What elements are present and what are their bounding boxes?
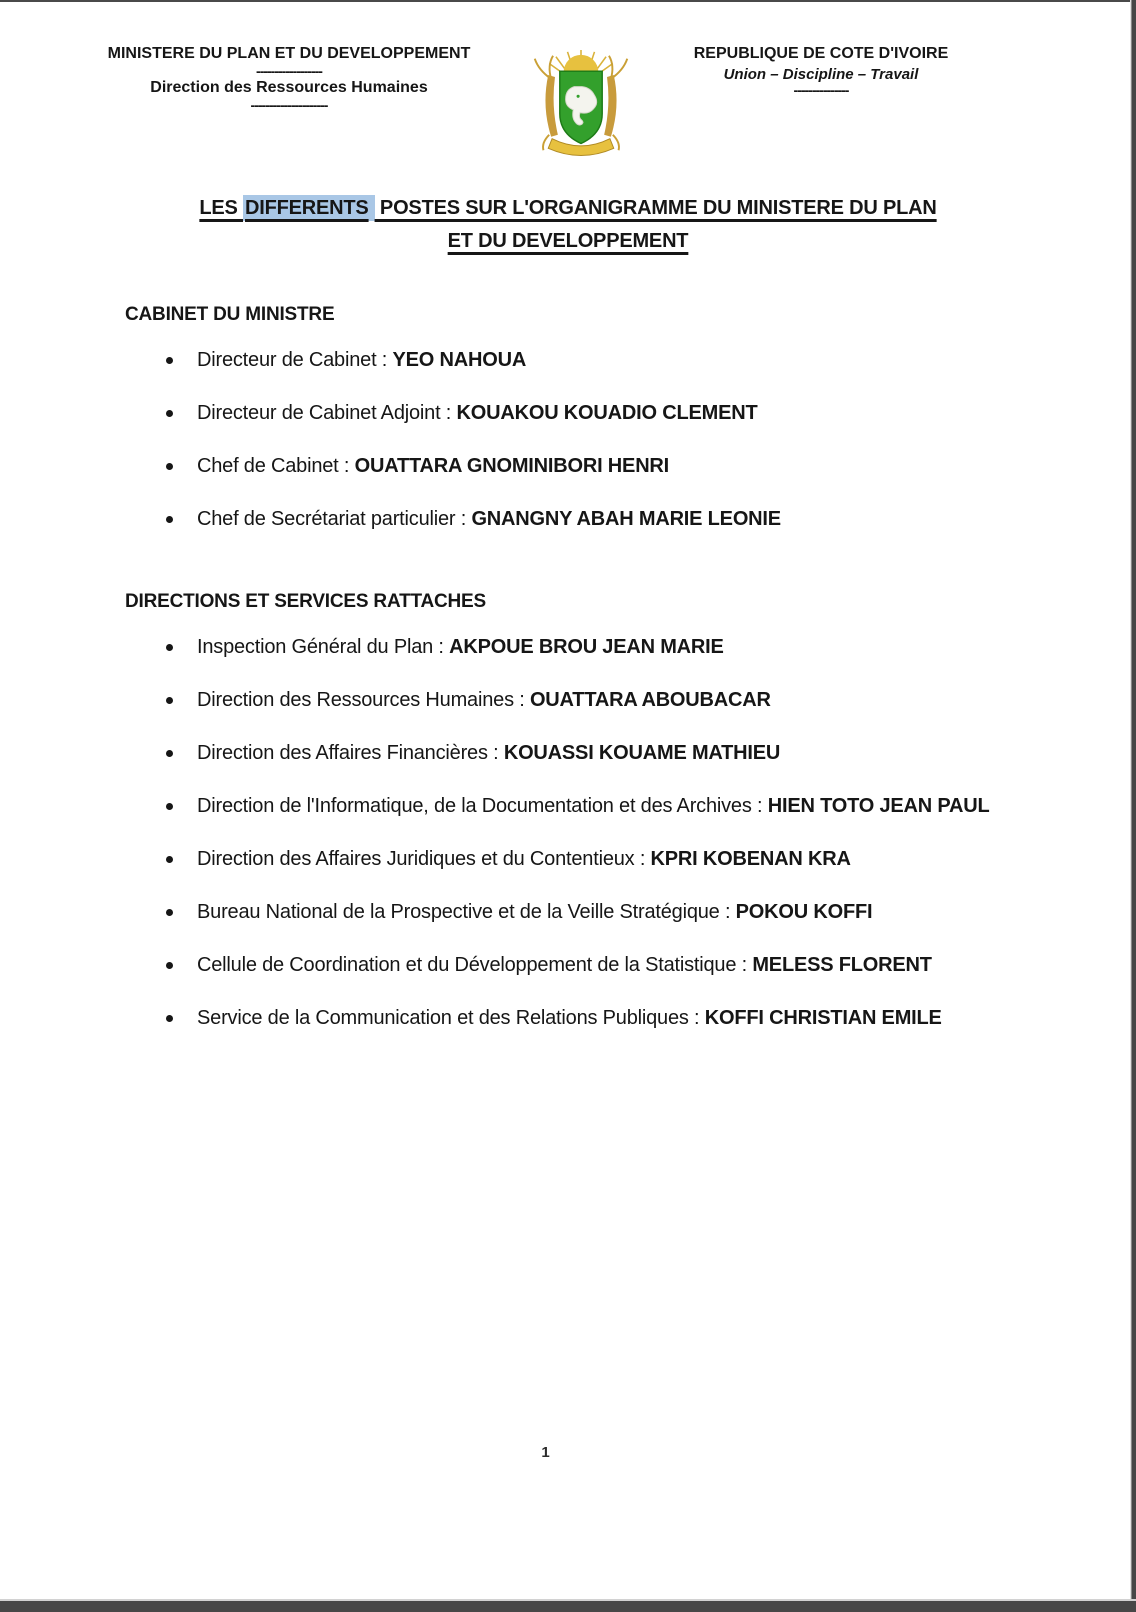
list-item [197,731,1006,775]
section-cabinet [125,304,1006,541]
section-heading: CABINET DU MINISTRE [125,304,335,325]
post-label: Direction des Affaires Financières : [197,742,504,764]
national-motto: Union – Discipline – Travail [723,66,919,83]
post-label: Bureau National de la Prospective et de la Veille Stratégique : [197,901,736,923]
post-holder-name: AKPOUE BROU JEAN MARIE [449,636,724,658]
section-heading: DIRECTIONS ET SERVICES RATTACHES [125,591,486,612]
post-holder-name: HIEN TOTO JEAN PAUL [767,795,990,817]
title-line2: ET DU DEVELOPPEMENT [447,230,689,252]
post-holder-name: KPRI KOBENAN KRA [650,848,851,870]
list-item [197,784,1006,828]
republic-block [656,44,986,97]
list-item [197,890,1006,934]
post-holder-name: GNANGNY ABAH MARIE LEONIE [471,508,781,530]
list-item [197,497,1006,541]
title-line1 [199,195,936,221]
post-label: Direction de l'Informatique, de la Documentation et des Archives : [197,795,768,817]
post-label: Directeur de Cabinet Adjoint : [197,402,457,424]
document-title [118,192,1018,258]
title-text-after: POSTES SUR L'ORGANIGRAMME DU MINISTERE DU PLAN [374,197,937,219]
viewer-edge-bottom [0,1599,1136,1612]
list-item [197,837,1006,881]
post-holder-name: YEO NAHOUA [392,349,527,371]
list-item [197,338,1006,382]
divider-dashes: --------------- [793,82,849,98]
post-holder-name: OUATTARA ABOUBACAR [529,689,771,711]
post-holder-name: POKOU KOFFI [735,901,873,923]
post-label: Direction des Ressources Humaines : [197,689,530,711]
directorate-name: Direction des Ressources Humaines [150,79,428,96]
list-item [197,625,1006,669]
post-list [125,338,1006,541]
post-label: Chef de Cabinet : [197,455,355,477]
post-holder-name: KOFFI CHRISTIAN EMILE [704,1007,942,1029]
document-body [0,304,1136,1040]
post-holder-name: OUATTARA GNOMINIBORI HENRI [354,455,670,477]
post-holder-name: KOUASSI KOUAME MATHIEU [503,742,781,764]
coat-of-arms-icon [528,46,634,160]
list-item [197,678,1006,722]
divider-dashes: --------------------- [250,97,328,113]
ministry-block [73,44,505,112]
post-label: Service de la Communication et des Relations Publiques : [197,1007,705,1029]
list-item [197,943,1006,987]
document-header [0,0,1136,160]
viewer-edge-top [0,0,1136,2]
post-label: Inspection Général du Plan : [197,636,450,658]
republic-name: REPUBLIQUE DE COTE D'IVOIRE [693,45,949,62]
title-text-before: LES [199,197,244,219]
divider-dashes: ------------------ [256,63,322,79]
search-highlight: DIFFERENTS [243,195,375,221]
post-label: Directeur de Cabinet : [197,349,393,371]
list-item [197,996,1006,1040]
ministry-name: MINISTERE DU PLAN ET DU DEVELOPPEMENT [107,45,471,62]
post-list [125,625,1006,1040]
post-label: Direction des Affaires Juridiques et du Contentieux : [197,848,651,870]
list-item [197,444,1006,488]
viewer-edge-right [1130,0,1136,1612]
page-number: 1 [541,1444,550,1461]
list-item [197,391,1006,435]
post-label: Chef de Secrétariat particulier : [197,508,472,530]
section-directions [125,591,1006,1040]
post-label: Cellule de Coordination et du Développement de la Statistique : [197,954,753,976]
post-holder-name: KOUAKOU KOUADIO CLEMENT [456,402,758,424]
post-holder-name: MELESS FLORENT [752,954,932,976]
